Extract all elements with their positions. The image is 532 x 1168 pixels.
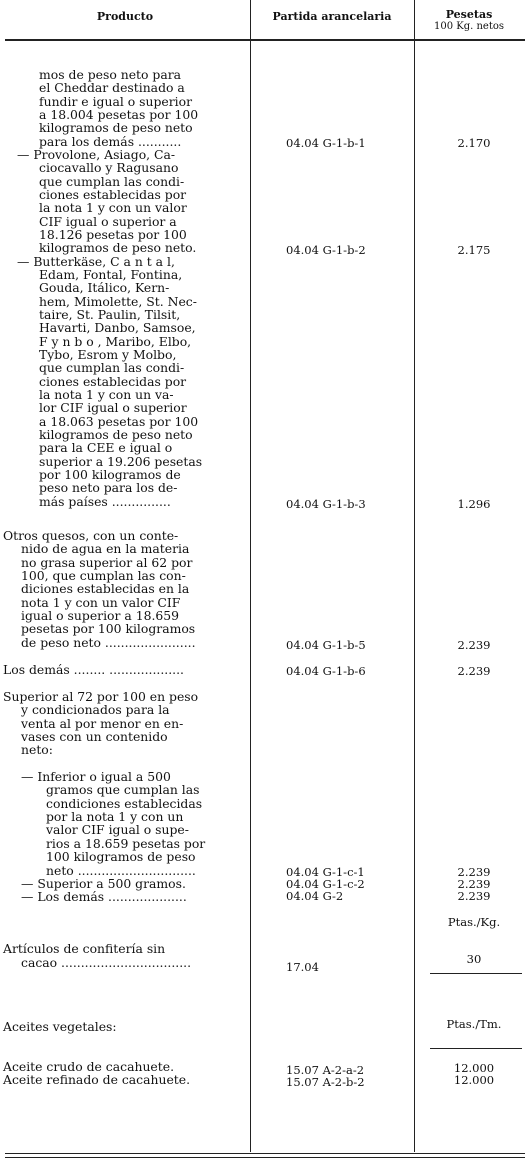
header-pesetas-line1: Pesetas [445,8,493,21]
product-line: nota 1 y con un valor CIF [21,595,181,610]
product-line: el Cheddar destinado a [39,80,185,95]
product-line: rios a 18.659 pesetas por [46,836,206,851]
product-line: vases con un contenido [21,729,168,744]
product-line: la nota 1 y con un valor [39,200,187,215]
header-producto: Producto [96,10,154,23]
product-line: que cumplan las condi- [39,360,185,375]
product-line: — Superior a 500 gramos. [21,876,186,891]
tariff-code: 15.07 A-2-b-2 [286,1075,365,1089]
product-line: la nota 1 y con un va- [39,387,174,402]
product-line: que cumplan las condi- [39,174,185,189]
duty-value: 2.170 [457,136,491,150]
product-line: Havarti, Danbo, Samsoe, [39,320,196,335]
tariff-code: 04.04 G-1-b-2 [286,243,366,257]
product-line: ciones establecidas por [39,374,187,389]
product-line: no grasa superior al 62 por [21,555,193,570]
product-line: kilogramos de peso neto [39,427,193,442]
product-line: ciones establecidas por [39,187,187,202]
duty-value: 2.239 [457,865,491,879]
column-divider-2 [414,0,415,1152]
product-line: Aceite refinado de cacahuete. [3,1072,191,1087]
product-line: valor CIF igual o supe- [46,822,189,837]
product-line: neto: [21,742,53,757]
header-partida: Partida arancelaria [272,10,392,23]
product-line: igual o superior a 18.659 [21,608,180,623]
duty-value: 2.175 [457,243,491,257]
product-line: Los demás ........ ................... [3,662,184,677]
product-line: a 18.063 pesetas por 100 [39,414,199,429]
duty-value: 1.296 [457,497,491,511]
product-line: para la CEE e igual o [39,440,173,455]
tariff-code: 15.07 A-2-a-2 [286,1063,365,1077]
product-line: Gouda, Itálico, Kern- [39,280,170,295]
tariff-code: 04.04 G-1-c-1 [286,865,365,879]
product-line: cacao ................................. [21,955,192,970]
tariff-code: 04.04 G-1-b-1 [286,136,366,150]
duty-value: 12.000 [453,1073,495,1087]
product-line: 100 kilogramos de peso [46,849,196,864]
header-pesetas-line2: 100 Kg. netos [433,21,505,32]
product-line: por la nota 1 y con un [46,809,184,824]
unit-rule-kg [430,973,522,974]
product-line: lor CIF igual o superior [39,400,187,415]
product-line: condiciones establecidas [46,796,203,811]
duty-value: 2.239 [457,889,491,903]
product-line: pesetas por 100 kilogramos [21,621,196,636]
duty-value: 30 [466,952,482,966]
duty-value: 12.000 [453,1061,495,1075]
product-line: CIF igual o superior a [39,214,177,229]
duty-value: 2.239 [457,638,491,652]
tariff-code: 04.04 G-2 [286,889,344,903]
product-line: kilogramos de peso neto. [39,240,197,255]
product-line: hem, Mimolette, St. Nec- [39,294,197,309]
tariff-code: 04.04 G-1-c-2 [286,877,365,891]
product-line: superior a 19.206 pesetas [39,454,203,469]
product-line: Artículos de confitería sin [3,941,166,956]
product-line: de peso neto ....................... [21,635,196,650]
footer-rule-1 [5,1153,525,1154]
duty-value: 2.239 [457,877,491,891]
product-line: para los demás ........... [39,134,182,149]
product-line: kilogramos de peso neto [39,120,193,135]
tariff-code: 04.04 G-1-b-6 [286,664,366,678]
duty-value: 2.239 [457,664,491,678]
tariff-code: 04.04 G-1-b-3 [286,497,366,511]
tariff-code: 04.04 G-1-b-5 [286,638,366,652]
header-rule [5,39,525,41]
product-line: por 100 kilogramos de [39,467,181,482]
product-line: gramos que cumplan las [46,782,200,797]
product-line: 18.126 pesetas por 100 [39,227,187,242]
product-line: — Provolone, Asiago, Ca- [17,147,176,162]
product-line: Tybo, Esrom y Molbo, [39,347,177,362]
product-line: venta al por menor en en- [21,716,184,731]
product-line: F y n b o , Maribo, Elbo, [39,334,192,349]
product-line: — Los demás .................... [21,889,187,904]
product-line: neto .............................. [46,863,196,878]
unit-label-tm: Ptas./Tm. [446,1017,502,1031]
product-line: Aceite crudo de cacahuete. [3,1059,175,1074]
product-line: y condicionados para la [21,702,170,717]
tariff-code: 17.04 [286,960,319,974]
product-line: Otros quesos, con un conte- [3,528,179,543]
product-line: ciocavallo y Ragusano [39,160,179,175]
product-line: mos de peso neto para [39,67,182,82]
product-line: más países ............... [39,494,171,509]
product-line: nido de agua en la materia [21,541,190,556]
product-line: diciones establecidas en la [21,581,190,596]
product-line: — Inferior o igual a 500 [21,769,171,784]
product-line: Superior al 72 por 100 en peso [3,689,199,704]
product-line: peso neto para los de- [39,480,178,495]
footer-rule-2 [5,1157,525,1158]
unit-label-kg: Ptas./Kg. [447,915,501,929]
product-line: taire, St. Paulin, Tilsit, [39,307,181,322]
product-line: — Butterkäse, C a n t a l, [17,254,175,269]
product-line: fundir e igual o superior [39,94,193,109]
unit-rule-tm [430,1048,522,1049]
product-line: Aceites vegetales: [3,1019,117,1034]
product-line: a 18.004 pesetas por 100 [39,107,199,122]
product-line: 100, que cumplan las con- [21,568,186,583]
column-divider-1 [250,0,251,1152]
product-line: Edam, Fontal, Fontina, [39,267,183,282]
